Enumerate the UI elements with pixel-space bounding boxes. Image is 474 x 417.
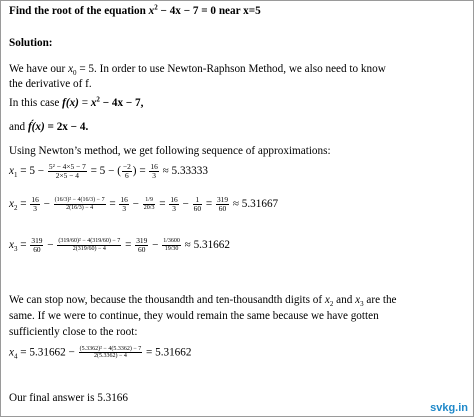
title-exp: 2	[154, 3, 158, 12]
x2-equation	[9, 196, 278, 213]
x2-frac-1	[30, 196, 39, 213]
intro-x0: x	[68, 63, 74, 75]
x2-frac-4-num: 16	[170, 195, 178, 204]
x3-part-b: =	[122, 238, 135, 251]
x2-frac-main	[54, 197, 106, 211]
title-var: x	[148, 5, 155, 17]
x2-part-d: =	[203, 197, 215, 210]
x2-frac-2	[119, 196, 128, 213]
x1-var: x	[9, 164, 14, 177]
intro-part1: We have our	[9, 63, 69, 75]
stop-text-and: and	[333, 294, 356, 306]
x2-frac-6-den: 60	[218, 203, 227, 213]
x3-minus-2: −	[149, 238, 162, 251]
intro-line-1	[9, 63, 386, 78]
x2-frac-4	[169, 196, 178, 213]
x1-result-fraction	[149, 163, 158, 180]
x2-part-c: =	[156, 197, 169, 210]
stop-text-line-2: same. If we were to continue, they would remain the same because we have gotten	[9, 310, 379, 322]
x4-part-a: = 5.31662 −	[17, 346, 78, 359]
x3-approx: ≈ 5.31662	[181, 238, 230, 251]
f-def-prefix: In this case	[9, 97, 63, 109]
x4-equation	[9, 346, 191, 360]
x1-result-den: 3	[152, 170, 156, 180]
x2-frac-2-num: 16	[120, 195, 128, 204]
x3-frac-3-den: 19/30	[164, 245, 179, 252]
stop-text-line-3: sufficiently close to the root:	[9, 326, 138, 338]
intro-x0-sub: 0	[73, 69, 77, 78]
x3-frac-main-den: 2(319/60) − 4	[72, 245, 106, 252]
x4-fraction-num: (5.3362)² − 4(5.3362) − 7	[79, 346, 142, 352]
stop-text-x3: x	[355, 294, 361, 306]
x1-fraction-den: 2×5 − 4	[55, 170, 79, 180]
x2-frac-5-num: 1	[193, 196, 202, 205]
x3-part-a: =	[17, 238, 30, 251]
watermark: svkg.in	[430, 402, 468, 414]
stop-text-x3-sub: 3	[360, 300, 364, 309]
fp-def-fpx: f́(x)	[27, 121, 45, 133]
problem-title	[9, 5, 261, 17]
x1-part-a: = 5 −	[17, 164, 47, 177]
x2-frac-main-den: 2(16/3) − 4	[66, 204, 94, 211]
x3-equation	[9, 237, 230, 254]
x1-part-b: = 5 −	[87, 164, 118, 177]
x1-sub: 1	[13, 171, 18, 180]
title-equation-rest: − 4x − 7 = 0 near x=5	[157, 5, 261, 17]
f-def-rhs-rest: − 4x − 7,	[99, 97, 144, 109]
x1-fraction	[48, 163, 87, 180]
x2-frac-6-num: 319	[216, 195, 229, 204]
x2-frac-3	[143, 197, 156, 211]
f-def-eq: =	[78, 97, 91, 109]
x3-frac-2	[135, 237, 148, 254]
x3-frac-3-num: 1/3600	[163, 238, 180, 245]
x2-frac-6	[216, 196, 229, 213]
x3-var: x	[9, 238, 14, 251]
x1-part-c: =	[136, 164, 149, 177]
stop-text-part-a: We can stop now, because the thousandth and ten-thousandth digits of	[9, 294, 325, 306]
x1-equation: $x_1 = 5$ − $\frac{\text{5² − 4×5 − 7}}{2\times 5 - 4}$ = 5 − ( $\frac{-2}{6}$ ) = $\frac{16}{3}$ ≈ 5.33333	[9, 162, 208, 180]
x2-frac-3-num: 1/9	[143, 197, 156, 204]
intro-line-2: the derivative of f.	[9, 78, 92, 90]
x3-frac-1	[30, 237, 43, 254]
x2-sub: 2	[13, 204, 18, 213]
x1-fraction-num: 5² − 4×5 − 7	[48, 162, 86, 171]
f-def-rhs-var: x	[90, 97, 97, 109]
x1-paren-den: 6	[125, 170, 129, 180]
f-def-exp: 2	[96, 95, 100, 104]
stop-text-line-1	[9, 294, 397, 309]
x4-var: x	[9, 346, 14, 359]
x3-frac-1-den: 60	[33, 244, 41, 254]
x3-frac-1-num: 319	[31, 236, 43, 245]
x2-frac-5-den: 60	[193, 203, 202, 213]
x1-paren-fraction	[122, 163, 132, 180]
x2-frac-1-num: 16	[31, 195, 39, 204]
fp-def-rhs: = 2x − 4.	[44, 121, 89, 133]
stop-text-part-b: are the	[363, 294, 397, 306]
x3-frac-main-num: (319/60)² − 4(319/60) − 7	[58, 238, 121, 245]
x2-frac-main-num: (16/3)² − 4(16/3) − 7	[54, 197, 105, 204]
x3-frac-main	[57, 238, 121, 252]
x2-minus-1: −	[40, 197, 53, 210]
final-answer: Our final answer is 5.3166	[9, 392, 128, 404]
x3-sub: 3	[13, 245, 18, 254]
x2-part-b: =	[106, 197, 119, 210]
x4-sub: 4	[13, 352, 18, 361]
x2-frac-2-den: 3	[122, 203, 127, 213]
x1-paren-num: −2	[122, 162, 131, 171]
x2-minus-2: −	[129, 197, 142, 210]
x2-frac-4-den: 3	[172, 203, 176, 213]
x2-minus-3: −	[179, 197, 192, 210]
x2-frac-3-den: 20/3	[143, 204, 155, 211]
x1-approx: ≈ 5.33333	[159, 164, 208, 177]
x4-fraction	[79, 346, 143, 360]
f-definition	[9, 97, 143, 109]
x4-fraction-den: 2(5.3362) − 4	[93, 353, 127, 360]
x4-part-b: = 5.31662	[143, 346, 192, 359]
x2-var: x	[9, 197, 14, 210]
x2-part-a: =	[17, 197, 30, 210]
stop-text-x2-sub: 2	[329, 300, 334, 309]
x3-minus-1: −	[44, 238, 57, 251]
fp-def-prefix: and	[9, 121, 28, 133]
x2-approx: ≈ 5.31667	[230, 197, 279, 210]
fprime-definition	[9, 121, 88, 133]
x3-frac-3	[162, 238, 181, 252]
f-def-fx: f(x)	[62, 97, 79, 109]
newton-intro: Using Newton’s method, we get following sequence of approximations:	[9, 145, 331, 157]
title-prefix: Find the root of the equation	[9, 5, 149, 17]
x2-frac-1-den: 3	[33, 203, 37, 213]
x2-frac-5	[193, 196, 202, 213]
intro-part2: = 5. In order to use Newton-Raphson Method, we also need to know	[76, 63, 386, 75]
x3-frac-2-den: 60	[138, 244, 146, 254]
x1-result-num: 16	[150, 162, 158, 171]
stop-text-x2: x	[324, 294, 330, 306]
x3-frac-2-num: 319	[136, 236, 148, 245]
solution-label: Solution:	[9, 37, 53, 49]
